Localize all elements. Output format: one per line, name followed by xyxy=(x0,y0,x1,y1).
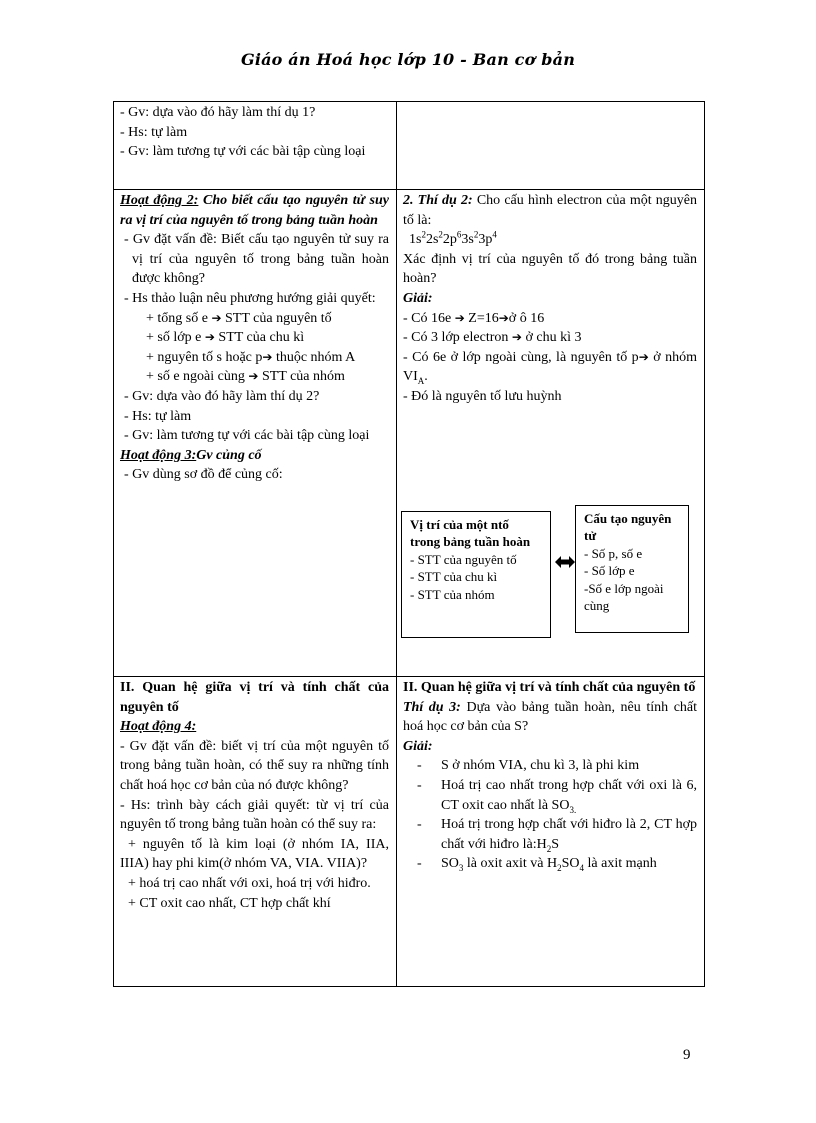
activity-4-para-2: - Hs: trình bày cách giải quyết: từ vị trí của nguyên tố trong bảng tuần hoàn có thể suy ra: xyxy=(120,797,389,833)
table-row-2 xyxy=(114,190,705,677)
solution-step-3: - Có 6e ở lớp ngoài cùng, là nguyên tố p➔ ở nhóm $VI_A$. xyxy=(403,349,698,387)
activity-2-item-1: - Gv đặt vấn đề: Biết cấu tạo nguyên tử suy ra vị trí của nguyên tố trong bảng tuần hoàn được không? xyxy=(124,232,389,287)
list-item: - Hoá trị cao nhất trong hợp chất với oxi là 6, CT oxit cao nhất là $SO_{3.}$ xyxy=(403,776,697,815)
electron-config: $1s^22s^22p^63s^23p^4$ xyxy=(409,229,497,248)
example-2-heading: 2. Thí dụ 2: Cho cấu hình electron của một nguyên tố là: xyxy=(403,193,697,228)
arrow-right-icon: ➔ xyxy=(638,349,649,364)
activity-2-item-4: - Hs: tự làm xyxy=(124,408,192,424)
arrow-right-icon: ➔ xyxy=(498,310,509,325)
sub-item-4: + số e ngoài cùng ➔ STT của nhóm xyxy=(146,369,345,385)
position-box-item: - STT của nguyên tố xyxy=(410,551,517,567)
row1-line-2: - Hs: tự làm xyxy=(120,124,188,140)
position-box-item: - STT của chu kì xyxy=(410,569,498,585)
solution-label: Giải: xyxy=(403,738,433,754)
solution-step-1: - Có 16e ➔ Z=16➔ở ô 16 xyxy=(403,310,545,326)
activity-4-para-1: - Gv đặt vấn đề: biết vị trí của một nguyên tố trong bảng tuần hoàn, có thể suy ra những tính chất hoá học cơ bản của nó được không? xyxy=(120,738,389,793)
activity-3-item-1: - Gv dùng sơ đồ để củng cố: xyxy=(124,467,283,483)
row1-right-cell xyxy=(397,102,705,190)
example-3-solution-list xyxy=(403,756,697,874)
row2-right-cell xyxy=(397,190,705,677)
sub-item-3: + nguyên tố s hoặc p➔ thuộc nhóm A xyxy=(146,349,356,365)
sub-item-1: + tổng số e ➔ STT của nguyên tố xyxy=(146,310,332,326)
position-box-item: - STT của nhóm xyxy=(410,586,495,602)
row1-left-cell xyxy=(114,102,397,190)
activity-4-para-5: + CT oxit cao nhất, CT hợp chất khí xyxy=(128,895,331,911)
arrow-right-icon: ➔ xyxy=(204,330,215,345)
structure-box-item: - Số lớp e xyxy=(584,563,635,579)
section-2-title-right: II. Quan hệ giữa vị trí và tính chất của nguyên tố xyxy=(403,680,696,695)
arrow-right-icon: ➔ xyxy=(248,369,259,384)
structure-box-title: Cấu tạo nguyên tử xyxy=(584,510,672,544)
table-row-3 xyxy=(114,677,705,987)
arrow-right-icon: ➔ xyxy=(454,310,465,325)
solution-step-4: - Đó là nguyên tố lưu huỳnh xyxy=(403,388,562,404)
double-arrow-icon xyxy=(555,555,575,569)
row3-left-cell xyxy=(114,677,397,987)
activity-2-item-5: - Gv: làm tương tự với các bài tập cùng loại xyxy=(124,428,370,444)
row3-right-cell xyxy=(397,677,705,987)
position-box xyxy=(401,511,551,638)
solution-step-2: - Có 3 lớp electron ➔ ở chu kì 3 xyxy=(403,330,582,346)
activity-4-heading: Hoạt động 4: xyxy=(120,719,197,735)
activity-4-para-3: + nguyên tố là kim loại (ở nhóm IA, IIA, IIIA) hay phi kim(ở nhóm VA, VIA. VIIA)? xyxy=(120,836,389,872)
activity-2-item-3: - Gv: dựa vào đó hãy làm thí dụ 2? xyxy=(124,388,320,404)
list-item: - $SO_3$ là oxit axit và $H_2SO_4$ là axit mạnh xyxy=(403,854,697,874)
arrow-right-icon: ➔ xyxy=(511,330,522,345)
lesson-table xyxy=(113,101,705,987)
solution-label: Giải: xyxy=(403,290,433,306)
list-item: - Hoá trị trong hợp chất với hiđro là 2, CT hợp chất với hiđro $là:H_2S$ xyxy=(403,815,697,854)
example-3-heading: Thí dụ 3: Dựa vào bảng tuần hoàn, nêu tính chất hoá học cơ bản của S? xyxy=(403,699,698,735)
list-item: - S ở nhóm VIA, chu kì 3, là phi kim xyxy=(403,756,697,776)
page-number: 9 xyxy=(683,1047,691,1063)
example-2-question: Xác định vị trí của nguyên tố đó trong bảng tuần hoàn? xyxy=(403,251,697,287)
structure-box-item: -Số e lớp ngoài cùng xyxy=(584,580,664,614)
activity-4-para-4: + hoá trị cao nhất với oxi, hoá trị với hiđro. xyxy=(128,875,371,891)
activity-3-heading: Hoạt động 3:Gv củng cố xyxy=(120,447,262,463)
row1-line-3: - Gv: làm tương tự với các bài tập cùng loại xyxy=(120,144,366,160)
sub-item-2: + số lớp e ➔ STT của chu kì xyxy=(146,330,305,346)
structure-box xyxy=(575,505,689,633)
table-row-1 xyxy=(114,102,705,190)
row2-left-cell xyxy=(114,190,397,677)
structure-box-item: - Số p, số e xyxy=(584,545,643,561)
row1-line-1: - Gv: dựa vào đó hãy làm thí dụ 1? xyxy=(120,105,316,120)
arrow-right-icon: ➔ xyxy=(211,310,222,325)
section-2-title-left: II. Quan hệ giữa vị trí và tính chất của nguyên tố xyxy=(120,680,389,715)
activity-2-item-2: - Hs thảo luận nêu phương hướng giải quyết: xyxy=(124,290,376,306)
position-box-title: Vị trí của một ntố trong bảng tuần hoàn xyxy=(410,516,531,550)
arrow-right-icon: ➔ xyxy=(262,349,273,364)
activity-2-heading: Hoạt động 2: Cho biết cấu tạo nguyên tử suy ra vị trí của nguyên tố trong bảng tuần hoàn xyxy=(120,193,390,228)
page-header: Giáo án Hoá học lớp 10 - Ban cơ bản xyxy=(240,50,576,69)
consolidation-diagram xyxy=(403,511,697,641)
